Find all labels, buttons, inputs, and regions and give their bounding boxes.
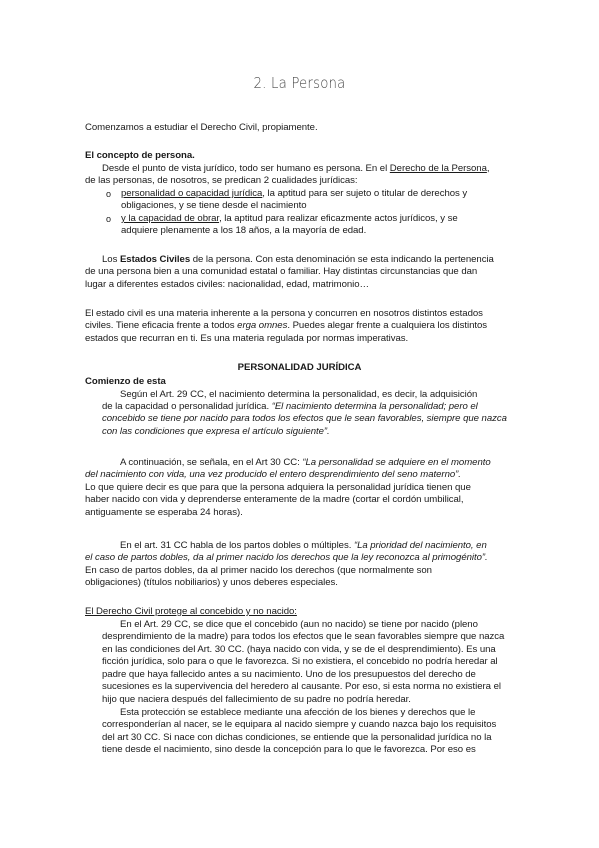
intro-text: Comenzamos a estudiar el Derecho Civil, propiamente. — [85, 122, 318, 133]
estado-civil-line: estados que recurran en ti. Es una materia regulada por normas imperativas. — [85, 333, 409, 344]
art31-quote-line: el caso de partos dobles, da al primer nacido los derechos que la ley reconozca al primogénito”. — [85, 552, 488, 563]
proteccion-line: padre que haya fallecido antes a su nacimiento. Uno de los presupuestos del derecho de — [102, 669, 476, 680]
bullet-marker: o — [106, 214, 112, 224]
estado-civil-line: El estado civil es una materia inherente a la persona y concurren en nosotros distintos estados — [85, 308, 483, 319]
art31-line — [120, 540, 487, 552]
art31-text: En el art. 31 CC habla de los partos dobles o múltiples. — [120, 540, 354, 551]
estados-bold: Estados Civiles — [119, 254, 191, 265]
bullet-text: , la aptitud para ser sujeto o titular de derechos y — [262, 188, 468, 199]
estado-civil-text: civiles. Tiene eficacia frente a todos — [85, 320, 238, 331]
comienzo-quote: “El nacimiento determina la personalidad; pero el — [271, 401, 478, 412]
bullet-underlined: y la capacidad de obrar — [121, 213, 220, 224]
erga-omnes-italic: erga omnes — [237, 320, 288, 331]
bullet-marker: o — [106, 189, 112, 199]
bullet-item-capacidad-obrar — [121, 213, 458, 225]
art30-quote-line: del nacimiento con vida, una vez producido el entero desprendimiento del seno materno”. — [85, 469, 461, 480]
proteccion-line: corresponderían al nacer, se le equipara al nacido siempre y cuando nazca bajo los requisitos — [102, 719, 497, 730]
section-heading-personalidad: PERSONALIDAD JURÍDICA — [237, 362, 362, 373]
estados-text: de la persona. Con esta denominación se esta indicando la pertenencia — [190, 254, 494, 265]
concept-paragraph-line — [102, 163, 490, 175]
comienzo-quote-line: con las condiciones que expresa el artículo siguiente”. — [102, 426, 330, 437]
art31-line: En caso de partos dobles, da al primer nacido los derechos (que normalmente son — [85, 565, 432, 576]
proteccion-line: desprendimiento de la madre) para todos los efectos que le sean favorables siempre que nazca — [102, 631, 505, 642]
bullet-item-line: adquiere plenamente a los 18 años, a la mayoría de edad. — [121, 225, 367, 236]
art30-text: A continuación, se señala, en el Art 30 CC: — [120, 457, 303, 468]
comienzo-quote-line: concebido se tiene por nacido para todos los efectos que le sean favorables, siempre que nazca — [102, 413, 507, 424]
estado-civil-line — [85, 320, 487, 332]
art30-line: antiguamente se esperaba 24 horas). — [85, 507, 243, 518]
estados-paragraph-line: lugar a diferentes estados civiles: nacionalidad, edad, matrimonio… — [85, 279, 370, 290]
art30-quote: “La personalidad se adquiere en el momento — [302, 457, 491, 468]
proteccion-heading: El Derecho Civil protege al concebido y no nacido: — [85, 606, 297, 617]
proteccion-line: hijo que naciera después del fallecimiento de su padre no podría heredar. — [102, 694, 411, 705]
proteccion-line: en las condiciones del Art. 30 CC. (haya nacido con vida, y se de el desprendimiento). Es una — [102, 644, 496, 655]
bullet-underlined: personalidad o capacidad jurídica — [121, 188, 263, 199]
concept-paragraph-line: de las personas, de nosotros, se predican 2 cualidades jurídicas: — [85, 175, 358, 186]
proteccion-line: En el Art. 29 CC, se dice que el concebido (aun no nacido) se tiene por nacido (pleno — [120, 619, 478, 630]
art30-line: Lo que quiere decir es que para que la persona adquiera la personalidad jurídica tienen que — [85, 482, 471, 493]
comienzo-line — [102, 401, 478, 413]
estados-paragraph-line: de una persona bien a una comunidad estatal o familiar. Hay distintas circunstancias que dan — [85, 266, 478, 277]
art30-line: haber nacido con vida y deprenderse enteramente de la madre (cortar el cordón umbilical, — [85, 494, 464, 505]
proteccion-line: del art 30 CC. Si nace con dichas condiciones, se entiende que la personalidad jurídica no la — [102, 732, 492, 743]
art31-line: obligaciones) (títulos nobiliarios) y unos deberes especiales. — [85, 577, 338, 588]
comienzo-heading: Comienzo de esta — [85, 376, 166, 387]
comienzo-line: Según el Art. 29 CC, el nacimiento determina la personalidad, es decir, la adquisición — [120, 389, 478, 400]
bullet-item-capacidad-juridica — [121, 188, 467, 200]
bullet-text: , la aptitud para realizar eficazmente actos jurídicos, y se — [219, 213, 458, 224]
estados-paragraph-line — [102, 254, 494, 266]
proteccion-line: sucesiones es la supervivencia del heredero al causante. Por eso, si esta norma no existiera el — [102, 681, 501, 692]
estados-text: Los — [102, 254, 120, 265]
concept-text: Desde el punto de vista jurídico, todo ser humano es persona. En el — [102, 163, 390, 174]
bullet-item-line: obligaciones, y se tiene desde el nacimiento — [121, 200, 307, 211]
comienzo-text: de la capacidad o personalidad jurídica. — [102, 401, 272, 412]
proteccion-line: Esta protección se establece mediante una afección de los bienes y derechos que le — [120, 707, 476, 718]
concept-text: , — [486, 163, 490, 174]
art30-line — [120, 457, 491, 469]
derecho-persona-link: Derecho de la Persona — [389, 163, 487, 174]
art31-quote: “La prioridad del nacimiento, en — [353, 540, 487, 551]
estado-civil-text: . Puedes alegar frente a cualquiera los distintos — [287, 320, 488, 331]
proteccion-line: ficción jurídica, solo para o que le favorezca. Si no existiera, el concebido no podría heredar al — [102, 656, 498, 667]
concept-heading: El concepto de persona. — [85, 150, 195, 161]
page-title: 2. La Persona — [253, 74, 346, 92]
proteccion-line: tiene desde el nacimiento, sino desde la concepción para lo que le favorezca. Por eso es — [102, 744, 476, 755]
